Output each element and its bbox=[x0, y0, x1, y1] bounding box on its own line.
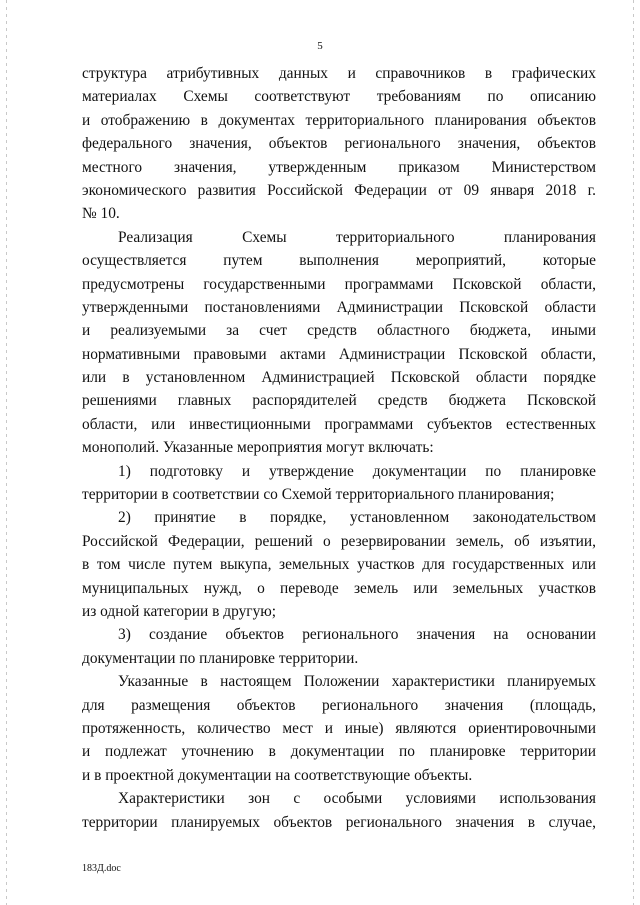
text-line: и подлежат уточнению в документации по планировке территории bbox=[82, 743, 596, 761]
paragraph-start: Характеристики зон с особыми условиями использования bbox=[118, 790, 596, 808]
text-line: и отображению в документах территориального планирования объектов bbox=[82, 111, 596, 129]
text-line: экономического развития Российской Федерации от 09 января 2018 г. bbox=[82, 181, 596, 199]
text-line: нормативными правовыми актами Администрации Псковской области, bbox=[82, 345, 596, 363]
text-line: материалах Схемы соответствуют требованиям по описанию bbox=[82, 88, 596, 106]
text-line: утвержденными постановлениями Администрации Псковской области bbox=[82, 298, 596, 316]
text-line: № 10. bbox=[82, 205, 120, 223]
paragraph-start: Указанные в настоящем Положении характеристики планируемых bbox=[118, 673, 596, 691]
text-line: области, или инвестиционными программами субъектов естественных bbox=[82, 415, 596, 433]
page-number: 5 bbox=[317, 40, 323, 52]
paragraph-start: Реализация Схемы территориального планирования bbox=[118, 228, 596, 246]
text-line: и в проектной документации на соответствующие объекты. bbox=[82, 766, 473, 784]
text-line: Российской Федерации, решений о резервировании земель, об изъятии, bbox=[82, 532, 596, 550]
text-line: из одной категории в другую; bbox=[82, 602, 277, 620]
text-line: федерального значения, объектов регионального значения, объектов bbox=[82, 135, 596, 153]
text-line: документации по планировке территории. bbox=[82, 649, 359, 667]
text-line: структура атрибутивных данных и справочников в графических bbox=[82, 65, 596, 82]
text-line: территории в соответствии со Схемой территориального планирования; bbox=[82, 486, 555, 504]
text-line: муниципальных нужд, о переводе земель или земельных участков bbox=[82, 579, 596, 597]
text-line: в том числе путем выкупа, земельных участков для государственных или bbox=[82, 556, 596, 574]
list-item-2: 2) принятие в порядке, установленном законодательством bbox=[118, 509, 596, 527]
scan-edge-right bbox=[633, 0, 634, 905]
list-item-3: 3) создание объектов регионального значения на основании bbox=[118, 626, 596, 644]
text-line: и реализуемыми за счет средств областного бюджета, иными bbox=[82, 322, 596, 340]
text-line: местного значения, утвержденным приказом Министерством bbox=[82, 158, 596, 176]
text-line: решениями главных распорядителей средств бюджета Псковской bbox=[82, 392, 596, 410]
text-line: осуществляется путем выполнения мероприятий, которые bbox=[82, 252, 596, 270]
footer-filename: 183Д.doc bbox=[82, 863, 121, 874]
text-line: или в установленном Администрацией Псковской области порядке bbox=[82, 369, 596, 387]
body-text bbox=[82, 62, 596, 834]
text-line: для размещения объектов регионального значения (площадь, bbox=[82, 696, 596, 714]
text-line: территории планируемых объектов регионального значения в случае, bbox=[82, 813, 596, 831]
text-line: предусмотрены государственными программами Псковской области, bbox=[82, 275, 596, 293]
text-line: протяженность, количество мест и иные) являются ориентировочными bbox=[82, 719, 596, 737]
list-item-1: 1) подготовку и утверждение документации по планировке bbox=[118, 462, 596, 480]
scan-edge-left bbox=[6, 0, 7, 905]
text-line: монополий. Указанные мероприятия могут включать: bbox=[82, 439, 434, 457]
